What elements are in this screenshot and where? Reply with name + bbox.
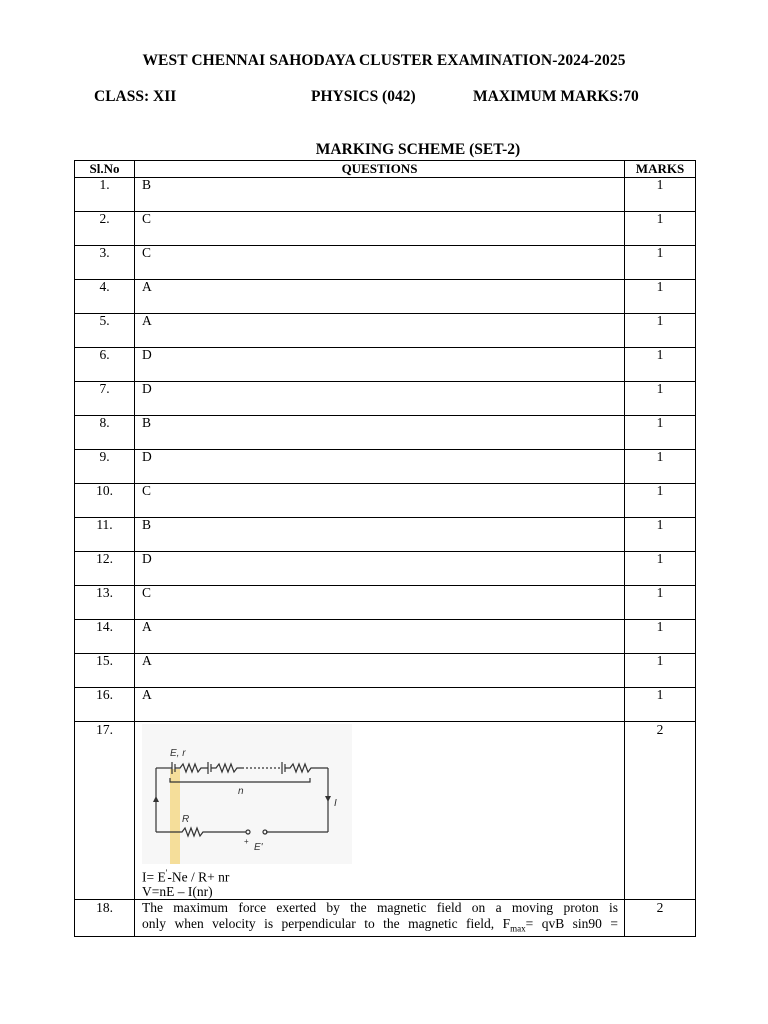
table-row [75, 586, 696, 620]
marking-scheme-title: MARKING SCHEME (SET-2) [315, 141, 521, 158]
table-row-18 [75, 899, 696, 937]
max-marks-label: MAXIMUM MARKS:70 [473, 88, 639, 105]
answer-line-1: The maximum force exerted by the magnetic field on a moving proton is [142, 899, 618, 915]
table-row [75, 212, 696, 246]
row-number: 6. [75, 348, 135, 382]
header-marks: MARKS [625, 161, 696, 178]
row-marks: 1 [625, 518, 696, 552]
class-label: CLASS: XII [94, 88, 177, 105]
row-number: 14. [75, 620, 135, 654]
row-number: 11. [75, 518, 135, 552]
row-marks: 1 [625, 654, 696, 688]
row-number: 3. [75, 246, 135, 280]
row-marks: 1 [625, 450, 696, 484]
row-marks: 1 [625, 416, 696, 450]
row-number: 16. [75, 688, 135, 722]
table-header-row [75, 161, 696, 178]
row-number: 2. [75, 212, 135, 246]
exam-title: WEST CHENNAI SAHODAYA CLUSTER EXAMINATION-2024-2025 [142, 52, 626, 69]
row-answer: D [135, 382, 625, 416]
table-row [75, 314, 696, 348]
row-marks: 2 [625, 722, 696, 900]
row-number: 5. [75, 314, 135, 348]
row-answer: A [135, 280, 625, 314]
row-number: 8. [75, 416, 135, 450]
label-e-prime: E' [254, 842, 263, 853]
row-marks: 1 [625, 484, 696, 518]
row-answer: D [135, 348, 625, 382]
table-row [75, 280, 696, 314]
row-marks: 1 [625, 280, 696, 314]
table-body [75, 178, 696, 937]
label-r: R [182, 814, 190, 825]
table-row [75, 246, 696, 280]
highlight-mark [170, 769, 180, 864]
label-i: I [334, 798, 337, 809]
row-number: 7. [75, 382, 135, 416]
subject-label: PHYSICS (042) [311, 88, 416, 105]
row-marks: 1 [625, 246, 696, 280]
row-answer: A [135, 620, 625, 654]
label-n: n [238, 786, 244, 797]
table-row [75, 484, 696, 518]
table-row [75, 688, 696, 722]
row-marks: 1 [625, 586, 696, 620]
table-row [75, 518, 696, 552]
table-row [75, 382, 696, 416]
row-marks: 1 [625, 688, 696, 722]
circuit-diagram [142, 724, 352, 864]
row-marks: 1 [625, 552, 696, 586]
row-number: 1. [75, 178, 135, 212]
marking-scheme-table [74, 160, 696, 937]
answer-line-2: only when velocity is perpendicular to the magnetic field, $F_{max}=$ qvB sin90 = [142, 915, 618, 934]
label-er: E, r [170, 748, 186, 759]
row-answer: D [135, 552, 625, 586]
row-number: 17. [75, 722, 135, 900]
row-marks: 1 [625, 178, 696, 212]
row-answer: D [135, 450, 625, 484]
row-number: 10. [75, 484, 135, 518]
table-row [75, 620, 696, 654]
header-slno: Sl.No [75, 161, 135, 178]
row-answer: A [135, 688, 625, 722]
header-questions: QUESTIONS [135, 161, 625, 178]
row-answer: B [135, 518, 625, 552]
row-answer: C [135, 212, 625, 246]
formula-current: I= E'-Ne / R+ nr [142, 868, 230, 885]
row-number: 15. [75, 654, 135, 688]
row-answer: A [135, 654, 625, 688]
row-answer: A [135, 314, 625, 348]
row-marks: 1 [625, 314, 696, 348]
row-answer [135, 899, 625, 937]
row-number: 4. [75, 280, 135, 314]
table-row [75, 552, 696, 586]
row-marks: 1 [625, 212, 696, 246]
row-marks: 2 [625, 899, 696, 937]
table-row [75, 348, 696, 382]
row-number: 13. [75, 586, 135, 620]
row-number: 18. [75, 899, 135, 937]
row-marks: 1 [625, 348, 696, 382]
formula-voltage: V=nE – I(nr) [142, 883, 213, 899]
row-marks: 1 [625, 620, 696, 654]
row-answer [135, 722, 625, 900]
table-row [75, 416, 696, 450]
table-row [75, 450, 696, 484]
row-marks: 1 [625, 382, 696, 416]
label-plus: + [244, 837, 249, 846]
table-row-17 [75, 722, 696, 900]
table-row [75, 654, 696, 688]
row-answer: C [135, 246, 625, 280]
row-answer: C [135, 484, 625, 518]
row-answer: B [135, 416, 625, 450]
table-row [75, 178, 696, 212]
row-number: 12. [75, 552, 135, 586]
row-number: 9. [75, 450, 135, 484]
row-answer: C [135, 586, 625, 620]
row-answer: B [135, 178, 625, 212]
